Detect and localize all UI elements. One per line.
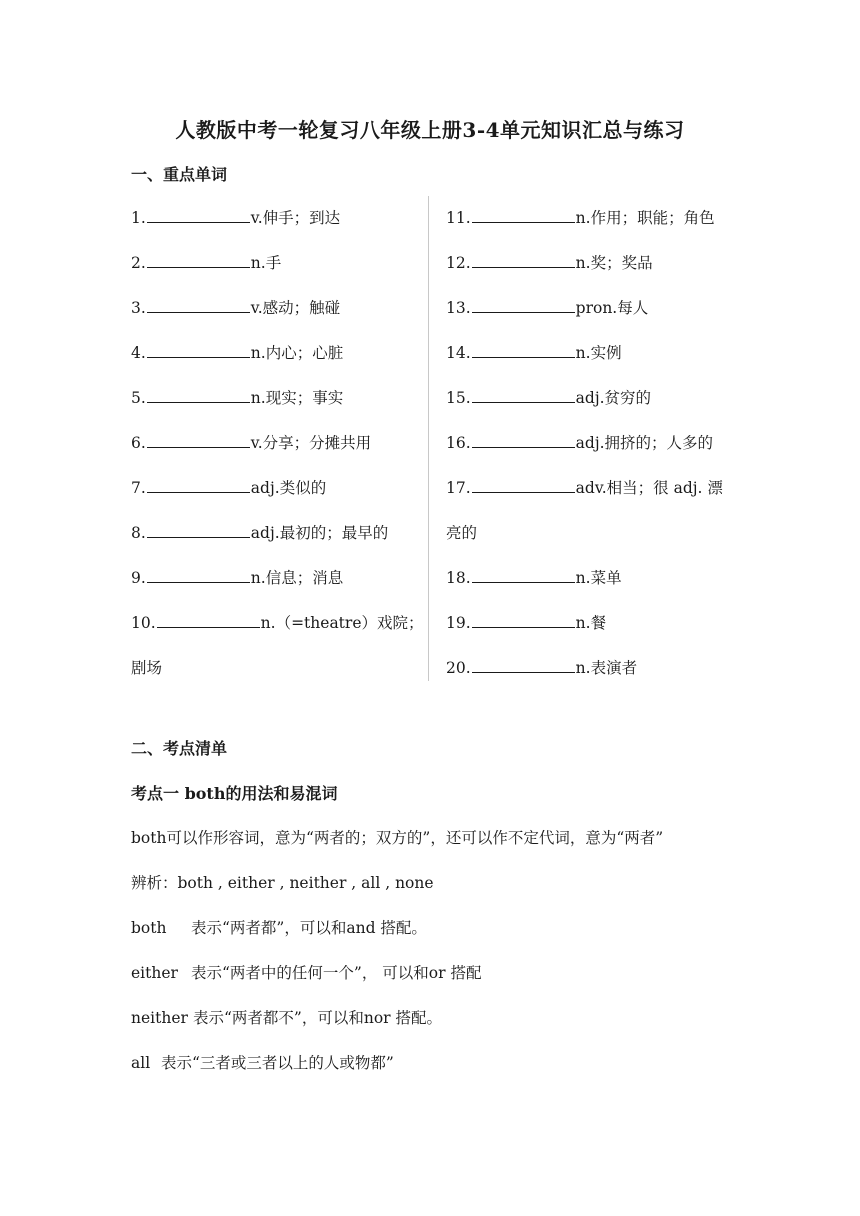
- item-number: 20.: [446, 659, 471, 677]
- section-heading-vocabulary: 一、重点单词: [131, 165, 228, 184]
- answer-blank[interactable]: [147, 341, 250, 358]
- item-definition: adj.类似的: [250, 479, 327, 497]
- usage-text: 表示“两者都”，可以和and 搭配。: [191, 919, 427, 937]
- answer-blank[interactable]: [147, 566, 250, 583]
- vocab-item: [131, 556, 421, 601]
- answer-blank[interactable]: [147, 431, 250, 448]
- item-number: 5.: [131, 389, 146, 407]
- item-number: 3.: [131, 299, 146, 317]
- item-number: 18.: [446, 569, 471, 587]
- vocab-item: [131, 511, 421, 556]
- answer-blank[interactable]: [472, 386, 575, 403]
- item-definition: n.（=theatre）戏院；: [260, 614, 424, 632]
- item-number: 16.: [446, 434, 471, 452]
- vocab-item: [446, 421, 736, 466]
- usage-word: both: [131, 919, 167, 937]
- item-number: 6.: [131, 434, 146, 452]
- item-definition: n.实例: [575, 344, 622, 362]
- vocab-item: [446, 286, 736, 331]
- vocab-item: [131, 466, 421, 511]
- item-definition: v.感动；触碰: [250, 299, 341, 317]
- answer-blank[interactable]: [472, 566, 575, 583]
- answer-blank[interactable]: [472, 476, 575, 493]
- vocab-item: [446, 331, 736, 376]
- usage-word: neither: [131, 1009, 188, 1027]
- vocab-item: [446, 466, 736, 511]
- vocab-item: [446, 241, 736, 286]
- vocab-item: [131, 196, 421, 241]
- item-definition: n.现实；事实: [250, 389, 344, 407]
- item-number: 15.: [446, 389, 471, 407]
- item-number: 19.: [446, 614, 471, 632]
- answer-blank[interactable]: [472, 656, 575, 673]
- usage-word: either: [131, 964, 178, 982]
- item-number: 4.: [131, 344, 146, 362]
- answer-blank[interactable]: [147, 251, 250, 268]
- item-definition: v.伸手；到达: [250, 209, 341, 227]
- item-number: 13.: [446, 299, 471, 317]
- answer-blank[interactable]: [472, 431, 575, 448]
- paragraph-comparison: 辨析：both , either , neither , all , none: [131, 874, 434, 892]
- section-heading-key-points: 二、考点清单: [131, 739, 228, 758]
- item-definition: adv.相当；很 adj. 漂: [575, 479, 723, 497]
- vocab-item-continuation: 剧场: [131, 659, 163, 677]
- answer-blank[interactable]: [472, 341, 575, 358]
- vocab-item: [446, 601, 736, 646]
- item-number: 17.: [446, 479, 471, 497]
- answer-blank[interactable]: [147, 296, 250, 313]
- vocab-item: [131, 241, 421, 286]
- answer-blank[interactable]: [147, 476, 250, 493]
- vocab-item: [446, 196, 736, 241]
- answer-blank[interactable]: [472, 206, 575, 223]
- item-number: 7.: [131, 479, 146, 497]
- item-number: 14.: [446, 344, 471, 362]
- item-definition: adj.贫穷的: [575, 389, 652, 407]
- answer-blank[interactable]: [147, 386, 250, 403]
- vocab-item: [131, 421, 421, 466]
- item-definition: n.表演者: [575, 659, 638, 677]
- item-definition: adj.最初的；最早的: [250, 524, 389, 542]
- vocab-item: [131, 286, 421, 331]
- item-definition: n.内心；心脏: [250, 344, 344, 362]
- usage-text: 表示“两者都不”，可以和nor 搭配。: [193, 1009, 443, 1027]
- answer-blank[interactable]: [472, 251, 575, 268]
- page-title: 人教版中考一轮复习八年级上册3-4单元知识汇总与练习: [175, 118, 685, 142]
- item-number: 1.: [131, 209, 146, 227]
- usage-row-both: [131, 916, 427, 938]
- vocab-item: [446, 376, 736, 421]
- usage-row-all: [131, 1051, 394, 1073]
- vocab-item: [131, 331, 421, 376]
- item-definition: n.奖；奖品: [575, 254, 653, 272]
- usage-word: all: [131, 1054, 151, 1072]
- vocab-column-left: [131, 196, 424, 691]
- vocab-item: [446, 646, 736, 691]
- key-point-heading: 考点一 both的用法和易混词: [131, 784, 338, 803]
- item-number: 12.: [446, 254, 471, 272]
- answer-blank[interactable]: [147, 521, 250, 538]
- answer-blank[interactable]: [147, 206, 250, 223]
- usage-text: 表示“两者中的任何一个”， 可以和or 搭配: [191, 964, 482, 982]
- answer-blank[interactable]: [472, 296, 575, 313]
- item-definition: pron.每人: [575, 299, 649, 317]
- vocab-item: [131, 376, 421, 421]
- vocab-item-continuation: 亮的: [446, 524, 478, 542]
- usage-text: 表示“三者或三者以上的人或物都”: [161, 1054, 394, 1072]
- item-definition: n.信息；消息: [250, 569, 344, 587]
- item-definition: n.手: [250, 254, 282, 272]
- vocab-column-right: [446, 196, 736, 691]
- column-divider: [428, 196, 429, 681]
- answer-blank[interactable]: [157, 611, 260, 628]
- vocab-item: [446, 556, 736, 601]
- usage-row-either: [131, 961, 481, 983]
- item-number: 11.: [446, 209, 471, 227]
- item-number: 8.: [131, 524, 146, 542]
- item-definition: n.作用；职能；角色: [575, 209, 715, 227]
- item-definition: adj.拥挤的；人多的: [575, 434, 714, 452]
- item-number: 9.: [131, 569, 146, 587]
- vocab-item: [131, 601, 424, 646]
- item-number: 10.: [131, 614, 156, 632]
- item-number: 2.: [131, 254, 146, 272]
- item-definition: n.菜单: [575, 569, 622, 587]
- item-definition: v.分享；分摊共用: [250, 434, 372, 452]
- item-definition: n.餐: [575, 614, 607, 632]
- answer-blank[interactable]: [472, 611, 575, 628]
- usage-row-neither: [131, 1006, 442, 1028]
- paragraph-both-usage: both可以作形容词，意为“两者的；双方的”，还可以作不定代词，意为“两者”: [131, 829, 664, 847]
